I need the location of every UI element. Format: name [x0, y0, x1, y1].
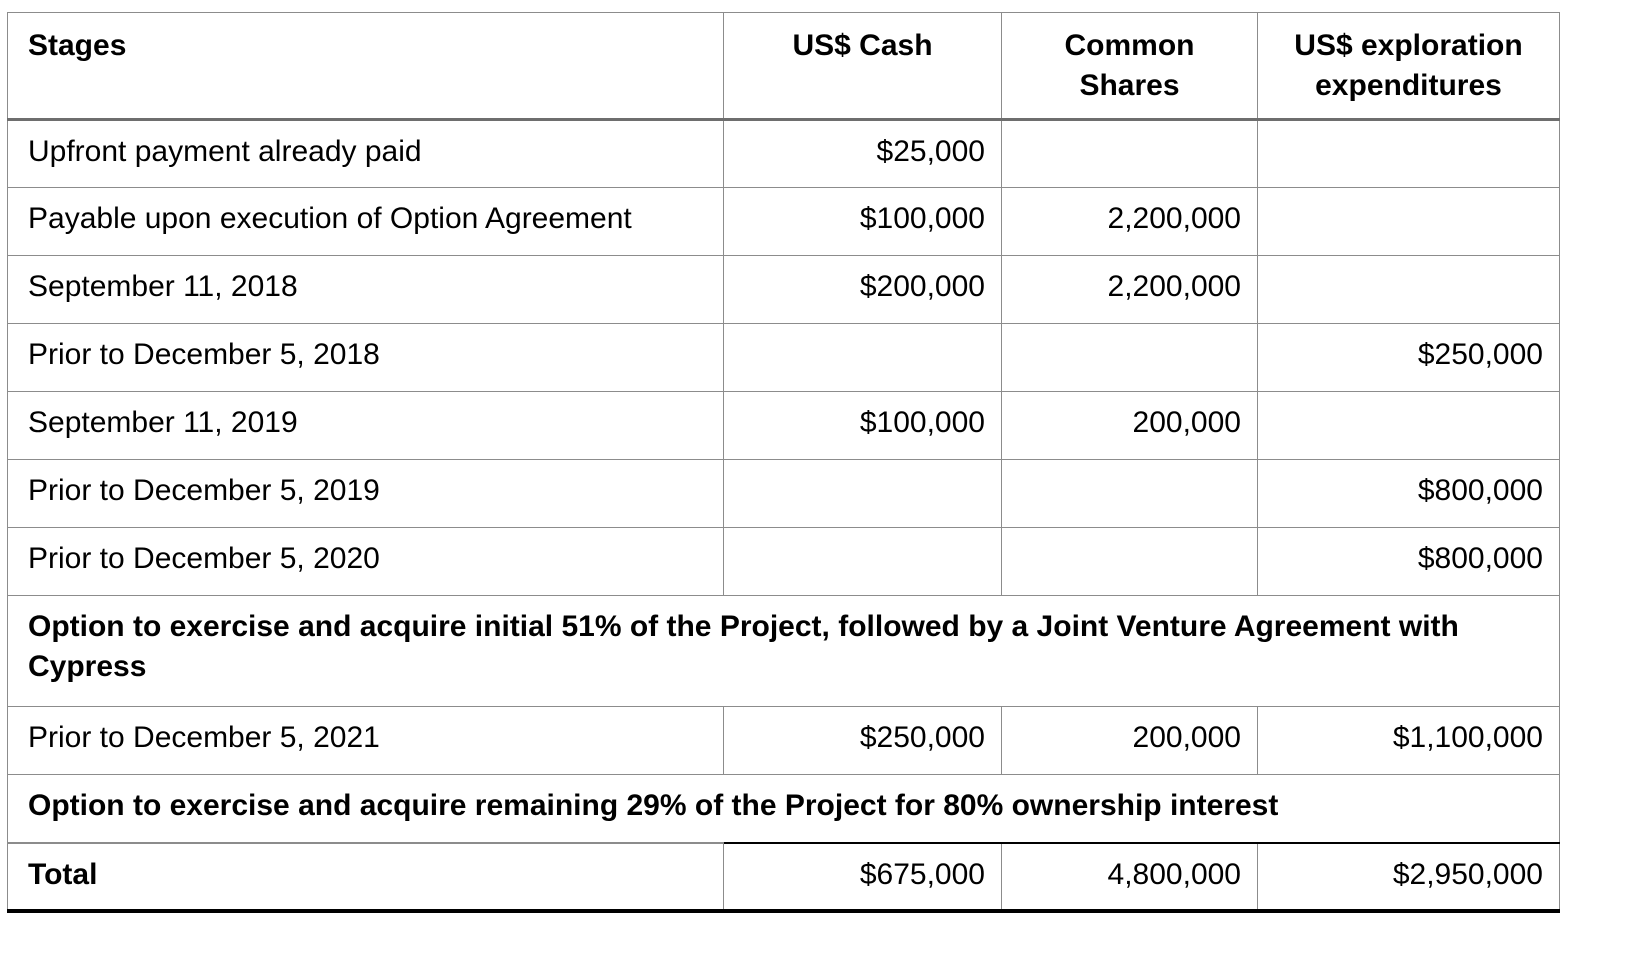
header-shares: Common Shares [1002, 13, 1258, 120]
table-row [8, 707, 1560, 775]
total-cash: $675,000 [724, 843, 1002, 911]
shares-cell [1002, 460, 1258, 528]
stage-cell: September 11, 2018 [8, 256, 724, 324]
exploration-cell [1258, 188, 1560, 256]
exploration-cell [1258, 392, 1560, 460]
cash-cell: $250,000 [724, 707, 1002, 775]
table-row [8, 392, 1560, 460]
table-row [8, 188, 1560, 256]
option-note-remaining: Option to exercise and acquire remaining 29% of the Project for 80% ownership interest [8, 775, 1560, 843]
cash-cell: $200,000 [724, 256, 1002, 324]
option-note-row [8, 596, 1560, 707]
exploration-cell [1258, 120, 1560, 188]
stage-cell: Prior to December 5, 2019 [8, 460, 724, 528]
total-shares: 4,800,000 [1002, 843, 1258, 911]
exploration-cell: $800,000 [1258, 460, 1560, 528]
exploration-cell: $250,000 [1258, 324, 1560, 392]
shares-cell [1002, 120, 1258, 188]
shares-cell: 200,000 [1002, 707, 1258, 775]
shares-cell: 2,200,000 [1002, 256, 1258, 324]
table-row [8, 528, 1560, 596]
shares-cell [1002, 528, 1258, 596]
cash-cell: $100,000 [724, 188, 1002, 256]
stage-cell: Payable upon execution of Option Agreement [8, 188, 724, 256]
stage-cell: Upfront payment already paid [8, 120, 724, 188]
stage-cell: Prior to December 5, 2020 [8, 528, 724, 596]
exploration-cell [1258, 256, 1560, 324]
shares-cell: 2,200,000 [1002, 188, 1258, 256]
table-row [8, 256, 1560, 324]
header-exploration: US$ exploration expenditures [1258, 13, 1560, 120]
cash-cell [724, 324, 1002, 392]
exploration-cell: $1,100,000 [1258, 707, 1560, 775]
exploration-cell: $800,000 [1258, 528, 1560, 596]
table-row [8, 120, 1560, 188]
header-cash: US$ Cash [724, 13, 1002, 120]
total-row [8, 843, 1560, 911]
table-row [8, 460, 1560, 528]
total-label: Total [8, 843, 724, 911]
header-stages: Stages [8, 13, 724, 120]
cash-cell: $25,000 [724, 120, 1002, 188]
shares-cell [1002, 324, 1258, 392]
cash-cell [724, 528, 1002, 596]
table-row [8, 324, 1560, 392]
shares-cell: 200,000 [1002, 392, 1258, 460]
header-row [8, 13, 1560, 120]
stage-cell: Prior to December 5, 2018 [8, 324, 724, 392]
total-exploration: $2,950,000 [1258, 843, 1560, 911]
stage-cell: Prior to December 5, 2021 [8, 707, 724, 775]
cash-cell [724, 460, 1002, 528]
option-note-initial: Option to exercise and acquire initial 51% of the Project, followed by a Joint Venture Agreement with Cypress [8, 596, 1560, 707]
stage-cell: September 11, 2019 [8, 392, 724, 460]
option-note-row [8, 775, 1560, 843]
cash-cell: $100,000 [724, 392, 1002, 460]
stages-table [7, 12, 1560, 913]
